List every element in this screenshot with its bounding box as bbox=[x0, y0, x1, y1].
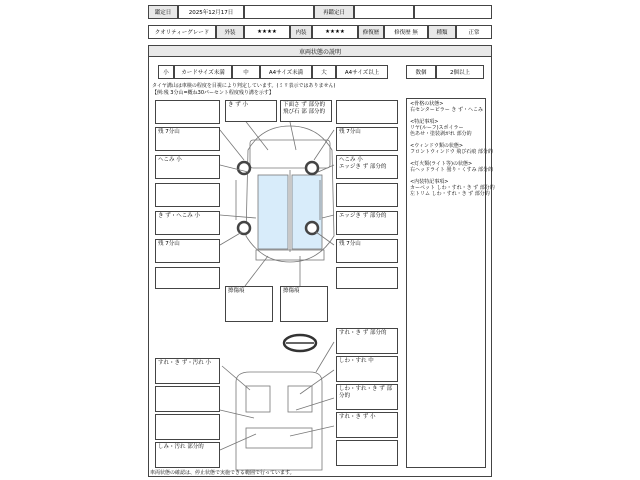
windshield-glass bbox=[258, 175, 288, 249]
box-interior-l-blank bbox=[155, 386, 220, 412]
box-right-blank bbox=[336, 183, 398, 207]
box-right-bottom bbox=[336, 267, 398, 289]
box-interior-r5 bbox=[336, 440, 398, 466]
legend-count-desc: 2個以上 bbox=[436, 65, 484, 79]
panel-line: <ウィンドウ類の状態> bbox=[410, 143, 464, 149]
reappraisal-date-label: 再鑑定日 bbox=[314, 5, 354, 19]
box-bottom-right: 擦傷痕 bbox=[280, 286, 328, 322]
panel-line: <内装特記事項> bbox=[410, 179, 449, 185]
legend-medium: 中 bbox=[232, 65, 260, 79]
legend-large-desc: A4サイズ以上 bbox=[336, 65, 388, 79]
box-left-top bbox=[155, 100, 220, 124]
appraisal-date-label: 鑑定日 bbox=[148, 5, 178, 19]
panel-line: フロントウィンドウ 飛び石痕 部分的 bbox=[410, 149, 493, 155]
box-left-2: へこみ 小 bbox=[155, 155, 220, 179]
tire-note-1: タイヤ溝山は車検の程度を目視により判定しています。(ミリ表示ではありません) bbox=[152, 83, 336, 89]
exterior-stars: ★★★★ bbox=[244, 25, 290, 39]
tire-note-2: 【例:残 3分山=概ね30パーセント程度残り溝を示す】 bbox=[152, 90, 274, 96]
panel-line: <骨格の状態> bbox=[410, 101, 444, 107]
interior-label: 内装 bbox=[290, 25, 312, 39]
description-panel bbox=[406, 98, 495, 468]
box-interior-l2: しみ・汚れ 部分的 bbox=[155, 442, 220, 468]
panel-line: 右ヘッドライト 曇り・くすみ 部分的 bbox=[410, 167, 494, 173]
legend-small-desc: カードサイズ未満 bbox=[174, 65, 232, 79]
box-interior-r3: しわ・すれ・き ず 部分的 bbox=[336, 384, 398, 410]
interior-outline bbox=[236, 372, 322, 470]
exterior-label: 外装 bbox=[216, 25, 244, 39]
odometer-label: 種類 bbox=[428, 25, 456, 39]
panel-line: リヤ(ルーフ)スポイラー bbox=[410, 125, 464, 131]
wheel-rear-left bbox=[238, 222, 250, 234]
repair-label: 修復歴 bbox=[358, 25, 384, 39]
panel-line: <特記事項> bbox=[410, 119, 439, 125]
box-left-bottom bbox=[155, 267, 220, 289]
section-title: 車両状態の説明 bbox=[148, 45, 492, 57]
box-bottom-left: 擦傷痕 bbox=[225, 286, 273, 322]
repair-value: 修復歴 無 bbox=[384, 25, 428, 39]
wheel-front-left bbox=[238, 162, 250, 174]
seat-rear bbox=[246, 428, 312, 448]
box-interior-r2: しわ・すれ 中 bbox=[336, 356, 398, 382]
panel-line: <灯火類(ライト等)の状態> bbox=[410, 161, 473, 167]
appraisal-date: 2025年12月17日 bbox=[178, 5, 244, 19]
box-top-mid-left: き ず 小 bbox=[225, 100, 277, 122]
box-left-1: 残 7分山 bbox=[155, 127, 220, 151]
box-interior-l-blank-2 bbox=[155, 414, 220, 440]
box-right-3: エッジき ず 部分的 bbox=[336, 211, 398, 235]
seat-front-right bbox=[288, 386, 312, 412]
panel-line: 右センターピラー き ず・へこみ bbox=[410, 107, 483, 113]
panel-line: カーペット しわ・すれ・き ず 部分的 bbox=[410, 185, 495, 191]
panel-line: 左トリム しわ・すれ・き ず 部分的 bbox=[410, 191, 490, 197]
rear-glass bbox=[292, 175, 322, 249]
legend-medium-desc: A4サイズ未満 bbox=[260, 65, 312, 79]
legend-count: 数個 bbox=[406, 65, 436, 79]
wheel-front-right bbox=[306, 162, 318, 174]
grade-label: クオリティーグレード bbox=[148, 25, 216, 39]
box-interior-l1: すれ・き ず・汚れ 小 bbox=[155, 358, 220, 384]
box-right-2: へこみ 小 エッジき ず 部分的 bbox=[336, 155, 398, 179]
box-right-4: 残 7分山 bbox=[336, 239, 398, 263]
box-left-4: 残 7分山 bbox=[155, 239, 220, 263]
panel-line: 色あせ・塗装剥がれ 部分的 bbox=[410, 131, 472, 137]
odometer-value: 正常 bbox=[456, 25, 492, 39]
box-left-3: き ず・へこみ 小 bbox=[155, 211, 220, 235]
box-top-mid-right: 下面さ ず 部分的 飛び石 部 部分的 bbox=[280, 100, 332, 122]
box-left-blank bbox=[155, 183, 220, 207]
footer-note: 車両状態の確認は、停止状態で実施できる範囲で行っています。 bbox=[150, 470, 295, 476]
box-interior-r1: すれ・き ず 部分的 bbox=[336, 328, 398, 354]
legend-large: 大 bbox=[312, 65, 336, 79]
box-right-top bbox=[336, 100, 398, 124]
box-right-1: 残 7分山 bbox=[336, 127, 398, 151]
box-interior-r4: すれ・き ず 小 bbox=[336, 412, 398, 438]
legend-small: 小 bbox=[158, 65, 174, 79]
interior-stars: ★★★★ bbox=[312, 25, 358, 39]
